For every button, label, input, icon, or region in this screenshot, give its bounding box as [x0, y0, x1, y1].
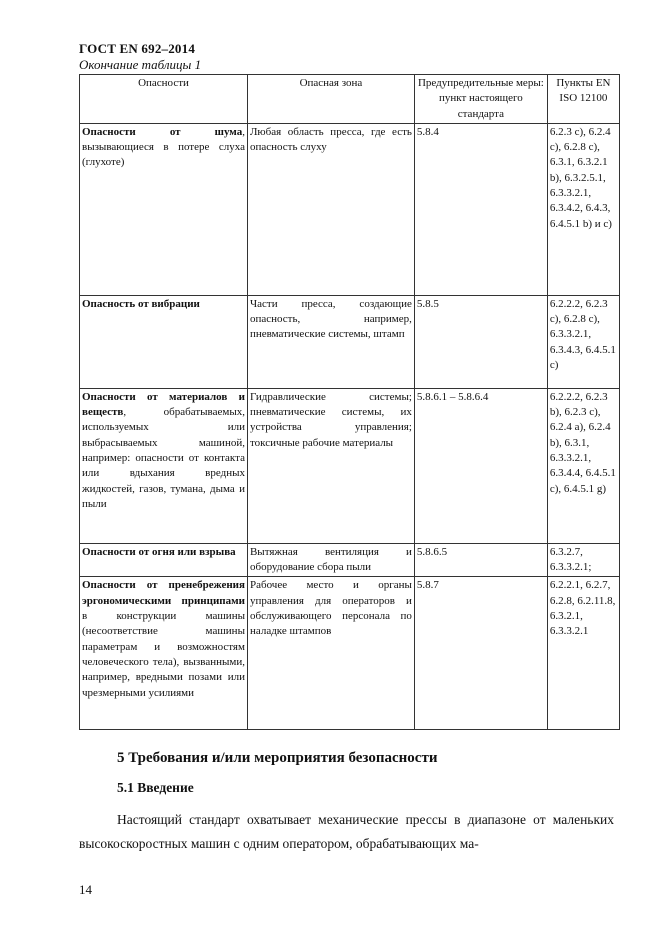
section-heading: 5 Требования и/или мероприятия безопасности	[117, 750, 438, 766]
measures-cell: 5.8.6.1 – 5.8.6.4	[414, 388, 547, 543]
zone-cell: Части пресса, создающие опасность, например, пневматические системы, штамп	[247, 295, 414, 388]
iso-cell: 6.2.3 с), 6.2.4 с), 6.2.8 с), 6.3.1, 6.3.2.1 b), 6.3.2.5.1, 6.3.3.2.1, 6.3.4.2, 6.4.3, 6.4.5.1 b) и с)	[547, 123, 619, 295]
hazard-description: в конструкции машины (несоответствие машины параметрам и возможностям человеческого тела), вызванными, например, вредными позами или чрезмерными усилиями	[82, 610, 245, 699]
hazard-title: Опасности от пренебрежения эргономическими принципами	[82, 579, 245, 607]
hazard-title: Опасность от вибрации	[82, 297, 200, 310]
table-row	[80, 543, 620, 577]
table-continuation-label: Окончание таблицы 1	[79, 57, 202, 72]
table-row	[80, 123, 620, 295]
column-header-measures: Предупредительные меры: пункт настоящего стандарта	[414, 75, 547, 124]
iso-cell: 6.2.2.2, 6.2.3 b), 6.2.3 с), 6.2.4 а), 6.2.4 b), 6.3.1, 6.3.3.2.1, 6.3.4.4, 6.4.5.1 с), 6.4.5.1 g)	[547, 388, 619, 543]
subsection-heading: 5.1 Введение	[117, 780, 194, 795]
hazard-cell	[80, 295, 248, 388]
hazard-cell	[80, 543, 248, 577]
zone-cell: Гидравлические системы; пневматические системы, их устройства управления; токсичные рабочие материалы	[247, 388, 414, 543]
iso-cell: 6.3.2.7, 6.3.3.2.1;	[547, 543, 619, 577]
iso-cell: 6.2.2.1, 6.2.7, 6.2.8, 6.2.11.8, 6.3.2.1, 6.3.3.2.1	[547, 577, 619, 730]
column-header-iso: Пункты EN ISO 12100	[547, 75, 619, 124]
hazards-table	[79, 74, 620, 730]
hazard-cell	[80, 123, 248, 295]
hazard-title: Опасности от огня или взрыва	[82, 545, 236, 558]
zone-cell: Любая область пресса, где есть опасность слуху	[247, 123, 414, 295]
column-header-hazards: Опасности	[80, 75, 248, 124]
table-row	[80, 295, 620, 388]
table-row	[80, 577, 620, 730]
zone-cell: Вытяжная вентиляция и оборудование сбора пыли	[247, 543, 414, 577]
iso-cell: 6.2.2.2, 6.2.3 с), 6.2.8 с), 6.3.3.2.1, 6.3.4.3, 6.4.5.1 с)	[547, 295, 619, 388]
page-number: 14	[79, 882, 92, 897]
measures-cell: 5.8.6.5	[414, 543, 547, 577]
hazard-cell	[80, 388, 248, 543]
hazard-description: , обрабатываемых, используемых или выбрасываемых машиной, например: опасности от контакта или вдыхания вредных жидкостей, газов, тумана, дыма и пыли	[82, 406, 245, 510]
hazard-description: , вызывающиеся в потере слуха (глухоте)	[82, 125, 245, 169]
table-row	[80, 388, 620, 543]
standard-header: ГОСТ EN 692–2014	[79, 41, 196, 56]
hazard-title: Опасности от материалов и веществ	[82, 390, 245, 419]
table-header-row	[80, 75, 620, 124]
column-header-zone: Опасная зона	[247, 75, 414, 124]
measures-cell: 5.8.4	[414, 123, 547, 295]
body-paragraph: Настоящий стандарт охватывает механические прессы в диапазоне от маленьких высокоскоростных машин с одним оператором, обрабатывающих ма-	[79, 812, 614, 851]
measures-cell: 5.8.7	[414, 577, 547, 730]
zone-cell: Рабочее место и органы управления для операторов и обслуживающего персонала по наладке штампов	[247, 577, 414, 730]
measures-cell: 5.8.5	[414, 295, 547, 388]
hazard-cell	[80, 577, 248, 730]
hazard-title: Опасности от шума	[82, 125, 243, 138]
